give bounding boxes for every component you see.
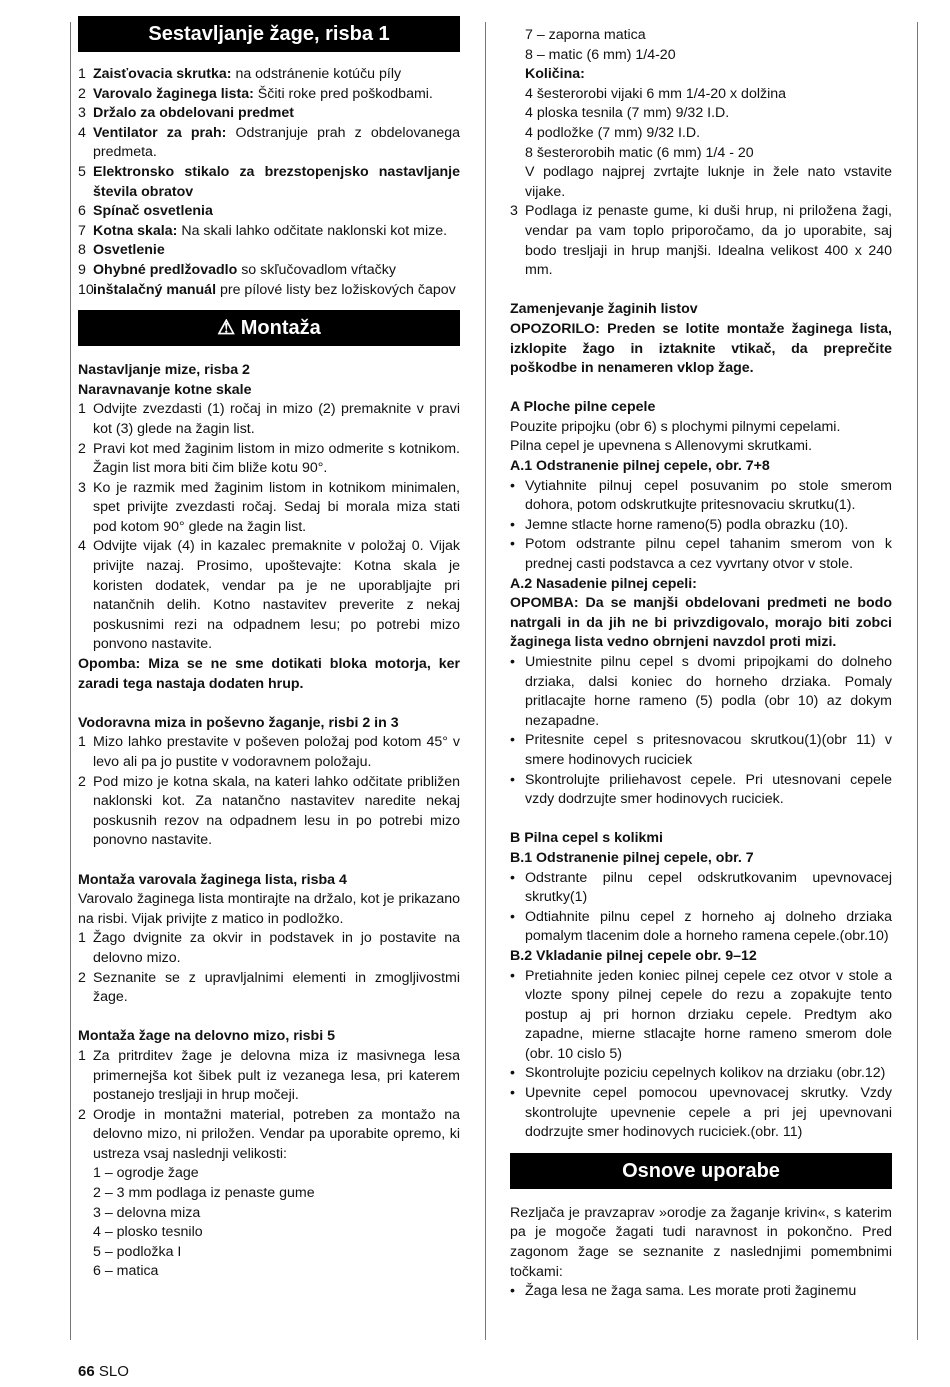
column-divider-right — [917, 22, 918, 1340]
item-number: 2 — [78, 969, 86, 986]
item-text — [93, 281, 460, 301]
item-text — [93, 65, 460, 85]
part-name: Ventilator za prah: — [93, 124, 227, 141]
part-description: Ščiti roke pred poškodbami. — [253, 85, 433, 102]
item-number: 5 — [78, 163, 86, 180]
part-name: Varovalo žaginega lista: — [93, 85, 254, 102]
list-item — [78, 400, 460, 439]
bullet-dot: • — [510, 536, 515, 553]
bullet-text: Odtiahnite pilnu cepel z horneho aj dolneho drziaka pomalym tlacenim dole a horneho ramena cepele.(obr.10) — [525, 908, 892, 945]
b1-bullets — [510, 869, 892, 947]
blade-guard-text: Varovalo žaginega lista montirajte na držalo, kot je prikazano na risbi. Vijak privijte z matico in podložko. — [78, 891, 460, 927]
item-number: 1 — [78, 930, 86, 947]
bullet-dot: • — [510, 1065, 515, 1082]
item-number: 2 — [78, 1106, 86, 1123]
part-item — [78, 65, 460, 85]
item-number: 2 — [78, 440, 86, 457]
list-line: 2 – 3 mm podlaga iz penaste gume — [93, 1185, 315, 1202]
item-number: 3 — [510, 203, 518, 220]
part-item — [78, 202, 460, 222]
part-description: so skľučovadlom vŕtačky — [237, 261, 396, 278]
subheading-horizontal-table: Vodoravna miza in poševno žaganje, risbi 2 in 3 — [78, 714, 399, 731]
item-number: 1 — [78, 66, 86, 82]
list-line: 5 – podložka I — [93, 1243, 182, 1260]
bullet-item — [510, 771, 892, 810]
list-line: 8 – matic (6 mm) 1/4-20 — [525, 46, 676, 63]
part-name: Elektronsko stikalo za brezstopenjsko nastavljanje števila obratov — [93, 163, 460, 200]
item-number: 10 — [78, 281, 94, 298]
bullet-dot: • — [510, 732, 515, 749]
list-item — [78, 537, 460, 655]
blade-guard-steps — [78, 929, 460, 1007]
list-line: 4 podložke (7 mm) 9/32 I.D. — [525, 124, 701, 141]
list-item — [78, 1106, 460, 1165]
item-text — [93, 124, 460, 163]
parts-list — [78, 65, 460, 300]
bullet-item — [510, 869, 892, 908]
bullet-dot: • — [510, 869, 515, 886]
quantity-label: Količina: — [525, 66, 585, 83]
subheading-pin-blades: B Pilna cepel s kolikmi — [510, 830, 663, 847]
part-item — [78, 124, 460, 163]
left-column — [78, 16, 460, 1282]
quantity-note: V podlago najprej zvrtajte luknje in žele nato vstavite vijake. — [525, 164, 892, 200]
item-number: 7 — [78, 222, 86, 239]
list-line: 4 – plosko tesnilo — [93, 1224, 203, 1241]
list-item — [78, 969, 460, 1008]
item-text — [93, 241, 460, 261]
list-item — [78, 1047, 460, 1106]
bullet-text: Potom odstrante pilnu cepel tahanim smerom von k prednej casti podstavca a cez vyvrtany otvor v stole. — [525, 536, 892, 573]
column-divider-left — [70, 22, 71, 1340]
item-number: 2 — [78, 773, 86, 790]
bullet-dot: • — [510, 654, 515, 670]
item-text: Ko je razmik med žaginim listom in kotnikom minimalen, spet privijte zvezdasti ročaj. Sedaj bi morala miza stati pod kotom 90° glede na žagin list. — [93, 479, 460, 535]
bullet-text: Pretiahnite jeden koniec pilnej cepele cez otvor v stole a vlozte spony pilnej cepele do rezu a zopakujte tento postup aj pri hornon drziaku cepele. Predtym ako zapadne, mierne stlacajte horne rameno smerom dole (obr. 10 cislo 5) — [525, 967, 892, 1062]
montaza-label: Montaža — [240, 317, 321, 340]
part-name: Ohybné predlžovadlo — [93, 261, 238, 278]
part-name: Držalo za obdelovani predmet — [93, 105, 295, 122]
item-number: 3 — [78, 479, 86, 496]
table-adjust-steps — [78, 400, 460, 655]
column-divider-middle — [485, 22, 486, 1340]
list-line: 6 – matica — [93, 1263, 159, 1280]
part-name: Zaisťovacia skrutka: — [93, 66, 232, 82]
section-title-assembly: Sestavljanje žage, risba 1 — [78, 16, 460, 52]
part-item — [78, 222, 460, 242]
item-number: 9 — [78, 261, 86, 278]
bullet-dot: • — [510, 1085, 515, 1102]
b2-bullets — [510, 967, 892, 1143]
item-text — [93, 202, 460, 222]
basics-bullets — [510, 1282, 892, 1302]
page-footer — [78, 1363, 129, 1380]
part-name: Osvetlenie — [93, 242, 165, 259]
item-text — [93, 104, 460, 124]
item-text: Odvijte vijak (4) in kazalec premaknite v položaj 0. Vijak privijte nazaj. Prosimo, upoštevajte: Kotna skala je koristen dodatek, vendar pa je ne uporabljajte pri natančnih delih. Kotno nastavitev preverite z nekaj poskusnimi rezi na odpadnem lesu; po potrebi mizo ponvono nastavite. — [93, 538, 460, 653]
subheading-bench-mount: Montaža žage na delovno mizo, risbi 5 — [78, 1028, 335, 1045]
language-code: SLO — [98, 1363, 129, 1380]
flat-blades-text-2: Pilna cepel je upevnena s Allenovymi skrutkami. — [510, 438, 813, 455]
list-line: 4 šesterorobi vijaki 6 mm 1/4-20 x dolžina — [525, 85, 787, 102]
flat-blades-text-1: Pouzite pripojku (obr 6) s plochymi pilnymi cepelami. — [510, 418, 841, 435]
bullet-text: Vytiahnite pilnuj cepel posuvanim po stole smerom dohora, potom odskrutkujte pritesnovaciu skrutku(1). — [525, 477, 892, 514]
item-text: Odvijte zvezdasti (1) ročaj in mizo (2) premaknite v pravi kot (3) glede na žagin list. — [93, 401, 460, 437]
item-text: Pravi kot med žaginim listom in mizo odmerite s kotnikom. Žagin list mora biti čim bliže kotu 90°. — [93, 440, 460, 477]
list-item — [78, 733, 460, 772]
page-number: 66 — [78, 1363, 95, 1380]
right-column — [510, 26, 892, 1302]
item-text: Seznanite se z upravljalnimi elementi in zmogljivostmi žage. — [93, 969, 460, 1006]
list-item — [78, 773, 460, 851]
item-text — [93, 163, 460, 202]
bullet-text: Umiestnite pilnu cepel s dvomi pripojkami do dolneho drziaka, dalsi koniec do horneho drziaka. Pomaly pritlacajte horne rameno (5) podla (obr 10) az dokym nezapadne. — [525, 654, 892, 729]
item-text: Orodje in montažni material, potreben za montažo na delovno mizo, ni priložen. Vendar pa uporabite opremo, ki ustreza vsaj naslednji velikosti: — [93, 1106, 460, 1162]
a2-bullets — [510, 653, 892, 810]
bullet-text: Žaga lesa ne žaga sama. Les morate proti žaginemu — [525, 1283, 857, 1300]
item-text — [93, 85, 460, 105]
part-description: Na skali lahko odčitate naklonski kot mize. — [177, 222, 448, 239]
part-name: Spínač osvetlenia — [93, 203, 213, 220]
bullet-dot: • — [510, 771, 515, 788]
subheading-a1: A.1 Odstranenie pilnej cepele, obr. 7+8 — [510, 458, 770, 475]
item-number: 1 — [78, 734, 86, 751]
bullet-dot: • — [510, 908, 515, 925]
bullet-text: Pritesnite cepel s pritesnovacou skrutkou(1)(obr 11) v smere hodinovych ruciciek — [525, 732, 892, 768]
item-text: Pod mizo je kotna skala, na kateri lahko odčitate približen naklonski kot. Za natančno nastavitev naredite nekaj poskusnih rezov na odpadnem lesu in po potrebi mizo ponovno nastavite. — [93, 773, 460, 849]
mount-parts-continued — [510, 26, 892, 65]
item-number: 2 — [78, 85, 86, 102]
a2-note: OPOMBA: Da se manjši obdelovani predmeti ne bodo natrgali in da jih ne bi privzdigovalo, morajo biti zobci žaginega lista vedno obrnjeni navzdol proti mizi. — [510, 595, 892, 651]
bench-mount-parts — [78, 1164, 460, 1282]
item-number: 1 — [78, 401, 86, 418]
item-number: 8 — [78, 242, 86, 259]
bullet-text: Upevnite cepel pomocou upevnovacej skrutky. Vzdy skontrolujte upevnenie cepele a pri jej upevnovani dodrzujte smer hodinovych ruciciek.(obr. 11) — [525, 1085, 892, 1141]
bullet-item — [510, 1084, 892, 1143]
bullet-item — [510, 653, 892, 731]
warning-text: OPOZORILO: Preden se lotite montaže žaginega lista, izklopite žago in iztaknite vtikač, da preprečite poškodbe in nenameren vklop žage. — [510, 320, 892, 377]
subheading-b2: B.2 Vkladanie pilnej cepele obr. 9–12 — [510, 947, 757, 964]
item-number: 4 — [78, 538, 86, 555]
part-item — [78, 85, 460, 105]
list-line: 1 – ogrodje žage — [93, 1165, 199, 1182]
bullet-dot: • — [510, 1283, 515, 1300]
table-note: Opomba: Miza se ne sme dotikati bloka motorja, ker zaradi tega nastaja dodaten hrup. — [78, 656, 460, 692]
bullet-item — [510, 908, 892, 947]
subheading-a2: A.2 Nasadenie pilnej cepeli: — [510, 575, 697, 592]
bullet-text: Skontrolujte poziciu cepelnych kolikov na drziaku (obr.12) — [525, 1065, 886, 1082]
item-text: Za pritrditev žage je delovna miza iz masivnega lesa primernejša kot šibek pult iz vezanega lesa, pri katerem postanejo tresljaji in hrup močeji. — [93, 1047, 460, 1104]
item-text: Žago dvignite za okvir in podstavek in jo postavite na delovno mizo. — [93, 930, 460, 966]
bullet-dot: • — [510, 967, 515, 984]
basics-text: Rezljača je pravzaprav »orodje za žaganje krivin«, s katerim pa je mogoče žagati tudi naravnost in pokončno. Pred zagonom žage se seznanite z naslednjimi pomembnimi točkami: — [510, 1204, 892, 1280]
section-title-basics: Osnove uporabe — [510, 1153, 892, 1189]
subheading-b1: B.1 Odstranenie pilnej cepele, obr. 7 — [510, 849, 754, 866]
subheading-blade-guard: Montaža varovala žaginega lista, risba 4 — [78, 871, 347, 888]
item-number: 4 — [78, 124, 86, 141]
quantity-list — [510, 85, 892, 163]
part-item — [78, 241, 460, 261]
bullet-item — [510, 535, 892, 574]
part-item — [78, 104, 460, 124]
bullet-dot: • — [510, 516, 515, 533]
part-item — [78, 163, 460, 202]
part-item — [78, 261, 460, 281]
part-description: Odstranjuje prah z obdelovanega predmeta. — [93, 124, 460, 161]
part-description: pre pílové listy bez ložiskových čapov — [216, 281, 456, 298]
part-name: inštalačný manuál — [93, 281, 217, 298]
item-number: 6 — [78, 203, 86, 220]
a1-bullets — [510, 477, 892, 575]
item-text — [93, 222, 460, 242]
item-text — [93, 261, 460, 281]
item-text: Podlaga iz penaste gume, ki duši hrup, ni priložena žagi, vendar pa vam toplo priporočamo, da jo uporabite, saj bodo tresljaji in hrup manjši. Idealna velikost 400 x 240 mm. — [525, 203, 892, 279]
item-number: 1 — [78, 1047, 86, 1064]
bullet-item — [510, 1282, 892, 1302]
subheading-angle-scale: Naravnavanje kotne skale — [78, 381, 252, 398]
list-line: 7 – zaporna matica — [525, 27, 646, 43]
horizontal-table-steps — [78, 733, 460, 851]
bullet-item — [510, 967, 892, 1065]
bullet-item — [510, 477, 892, 516]
bullet-text: Skontrolujte priliehavost cepele. Pri utesnovani cepele vzdy dodrzujte smer hodinovych ruciciek. — [525, 771, 892, 808]
part-name: Kotna skala: — [93, 222, 178, 239]
bullet-dot: • — [510, 477, 515, 494]
bullet-text: Jemne stlacte horne rameno(5) podla obrazku (10). — [525, 516, 849, 533]
list-item — [78, 440, 460, 479]
bullet-item — [510, 516, 892, 536]
bullet-text: Odstrante pilnu cepel odskrutkovanim upevnovacej skrutky(1) — [525, 869, 892, 906]
list-line: 8 šesterorobih matic (6 mm) 1/4 - 20 — [525, 144, 754, 161]
item-number: 3 — [78, 105, 86, 122]
list-item — [78, 929, 460, 968]
warning-icon: ⚠ — [217, 317, 236, 340]
subheading-flat-blades: A Ploche pilne cepele — [510, 399, 656, 416]
part-description: na odstránenie kotúču píly — [231, 66, 402, 82]
item-text: Mizo lahko prestavite v poševen položaj pod kotom 45° v levo ali pa jo pustite v vodoravnem položaju. — [93, 734, 460, 770]
section-title-montaza — [78, 310, 460, 346]
list-line: 3 – delovna miza — [93, 1204, 201, 1221]
bullet-item — [510, 1064, 892, 1084]
list-item — [78, 479, 460, 538]
subheading-blade-change: Zamenjevanje žaginih listov — [510, 301, 698, 318]
list-line: 4 ploska tesnila (7 mm) 9/32 I.D. — [525, 105, 730, 122]
list-item — [510, 202, 892, 280]
bullet-item — [510, 731, 892, 770]
subheading-table-adjust: Nastavljanje mize, risba 2 — [78, 362, 250, 379]
bench-mount-steps — [78, 1047, 460, 1165]
part-item — [78, 281, 460, 301]
